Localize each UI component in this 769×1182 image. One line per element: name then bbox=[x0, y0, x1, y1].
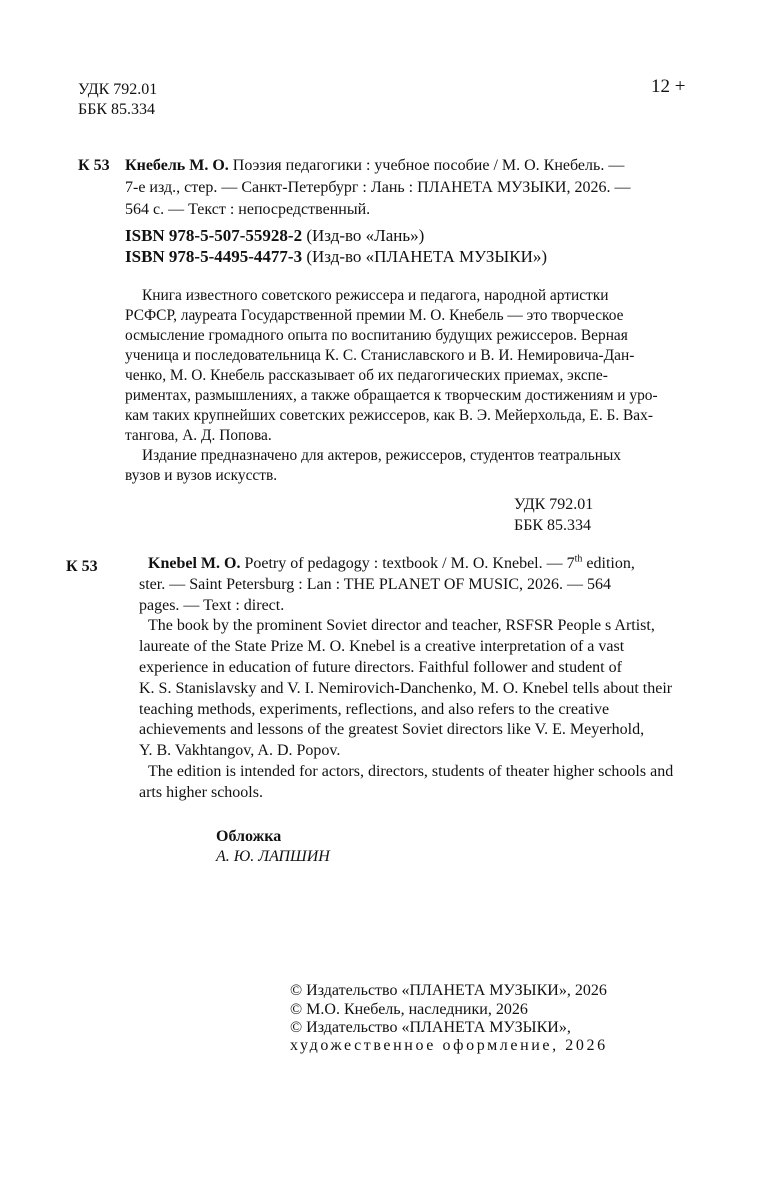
cover-label: Обложка bbox=[216, 828, 282, 845]
copyright-line-1: © Издательство «ПЛАНЕТА МУЗЫКИ», 2026 bbox=[290, 982, 607, 999]
ru-abstract-line: риментах, размышлениях, а также обращается к творческим достижениям и уро- bbox=[125, 387, 658, 404]
en-abstract-line: laureate of the State Prize M. O. Knebel is a creative interpretation of a vast bbox=[139, 638, 625, 656]
copyright-line-3: © Издательство «ПЛАНЕТА МУЗЫКИ», bbox=[290, 1019, 571, 1036]
ru-audience-line: Издание предназначено для актеров, режиссеров, студентов театральных bbox=[142, 447, 621, 464]
ru-abstract-line: ученица и последовательница К. С. Станиславского и В. И. Немировича-Дан- bbox=[125, 347, 635, 364]
ru-author-code: К 53 bbox=[78, 157, 110, 174]
en-biblio-line-2: ster. — Saint Petersburg : Lan : THE PLANET OF MUSIC, 2026. — 564 bbox=[139, 575, 611, 593]
en-record bbox=[139, 554, 703, 804]
en-abstract-line: The book by the prominent Soviet director and teacher, RSFSR People s Artist, bbox=[148, 617, 655, 635]
ru-abstract-line: Книга известного советского режиссера и педагога, народной артистки bbox=[142, 287, 609, 304]
ru-author: Кнебель М. О. bbox=[125, 157, 229, 174]
copyright-line-4: художественное оформление, 2026 bbox=[290, 1037, 608, 1054]
en-author: Knebel M. O. bbox=[148, 555, 241, 572]
cover-artist: А. Ю. ЛАПШИН bbox=[216, 848, 330, 865]
ru-isbn-1: ISBN 978-5-507-55928-2 (Изд-во «Лань») bbox=[125, 226, 425, 245]
en-audience-line: The edition is intended for actors, directors, students of theater higher schools and bbox=[148, 762, 674, 780]
ru-abstract-line: РСФСР, лауреата Государственной премии М. О. Кнебель — это творческое bbox=[125, 307, 624, 324]
bbk-code: ББК 85.334 bbox=[78, 101, 156, 118]
ru-isbn-2: ISBN 978-5-4495-4477-3 (Изд-во «ПЛАНЕТА МУЗЫКИ») bbox=[125, 247, 548, 266]
en-abstract-line: teaching methods, experiments, reflections, and also refers to the creative bbox=[139, 700, 610, 718]
en-author-code: К 53 bbox=[66, 558, 98, 575]
ru-bbk-repeat: ББК 85.334 bbox=[514, 517, 592, 534]
ru-abstract bbox=[125, 286, 703, 486]
ru-abstract-line: ченко, М. О. Кнебель рассказывает об их педагогических приемах, экспе- bbox=[125, 367, 608, 384]
ru-abstract-line: тангова, А. Д. Попова. bbox=[125, 427, 272, 444]
udk-code: УДК 792.01 bbox=[78, 81, 158, 98]
ru-biblio-line-1: Кнебель М. О. Поэзия педагогики : учебное пособие / М. О. Кнебель. — bbox=[125, 157, 625, 174]
en-biblio-line-3: pages. — Text : direct. bbox=[139, 596, 285, 614]
en-biblio-line-1: Knebel M. O. Poetry of pedagogy : textbook / M. O. Knebel. — 7th edition, bbox=[148, 553, 635, 572]
en-abstract-line: achievements and lessons of the greatest Soviet directors like V. E. Meyerhold, bbox=[139, 721, 645, 739]
en-abstract-line: K. S. Stanislavsky and V. I. Nemirovich-Danchenko, M. O. Knebel tells about their bbox=[139, 679, 673, 697]
ru-biblio-line-2: 7-е изд., стер. — Санкт-Петербург : Лань : ПЛАНЕТА МУЗЫКИ, 2026. — bbox=[125, 179, 631, 196]
en-abstract-line: experience in education of future directors. Faithful follower and student of bbox=[139, 658, 622, 676]
copyright-line-2: © М.О. Кнебель, наследники, 2026 bbox=[290, 1001, 528, 1018]
en-abstract-line: Y. B. Vakhtangov, A. D. Popov. bbox=[139, 742, 341, 760]
ru-audience-line: вузов и вузов искусств. bbox=[125, 467, 278, 484]
en-audience-line: arts higher schools. bbox=[139, 783, 263, 801]
ru-abstract-line: кам таких крупнейших советских режиссеров, как В. Э. Мейерхольда, Е. Б. Вах- bbox=[125, 407, 653, 424]
ru-abstract-line: осмысление громадного опыта по воспитанию будущих режиссеров. Верная bbox=[125, 327, 628, 344]
ru-biblio-line-3: 564 с. — Текст : непосредственный. bbox=[125, 201, 371, 218]
age-rating: 12 + bbox=[651, 76, 686, 97]
ru-udk-repeat: УДК 792.01 bbox=[514, 496, 594, 513]
